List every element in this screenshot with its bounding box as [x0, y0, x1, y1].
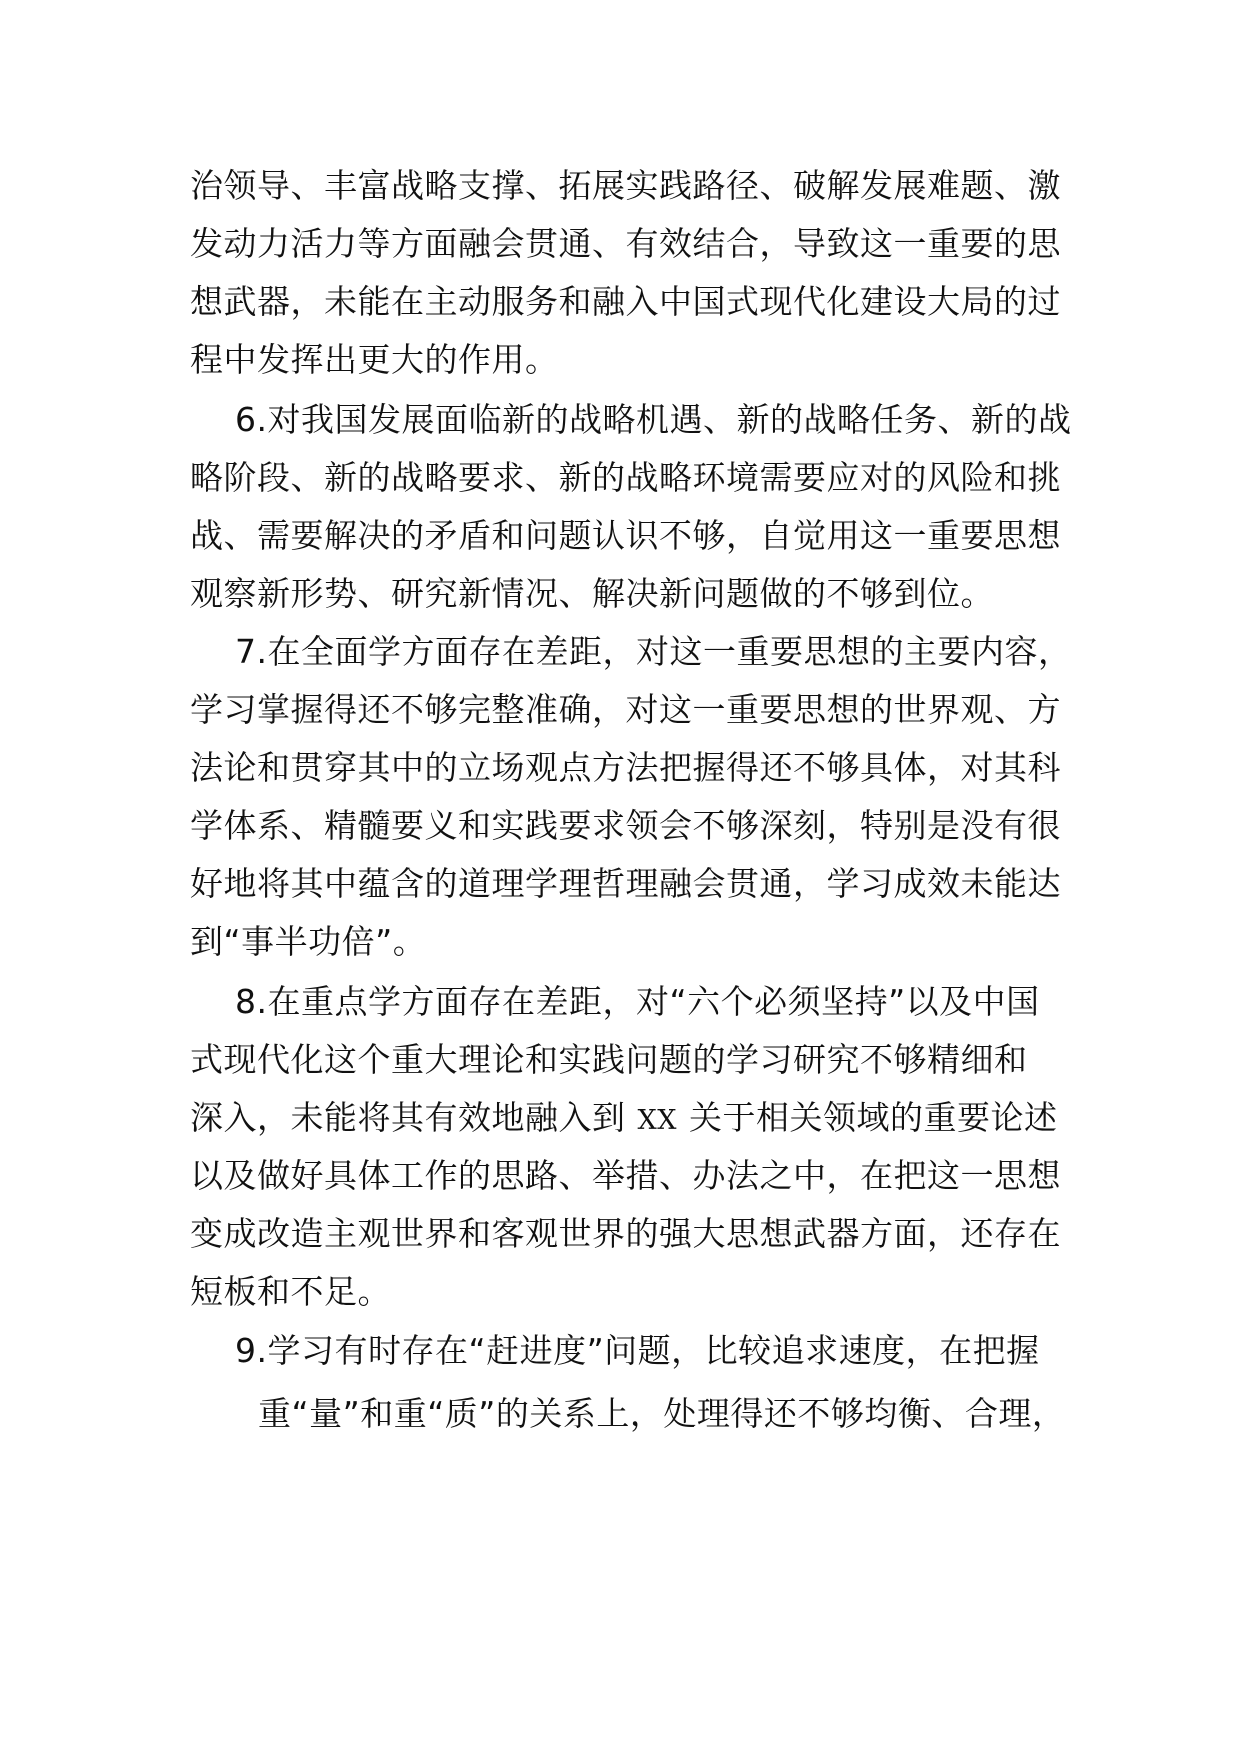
paragraph-9-first-line: 9.学习有时存在“赶进度”问题，比较追求速度，在把握 [235, 1331, 1040, 1370]
text-line: 变成改造主观世界和客观世界的强大思想武器方面，还存在 [190, 1214, 1061, 1253]
text-line: 程中发挥出更大的作用。 [190, 340, 559, 379]
text-line: 重“量”和重“质”的关系上，处理得还不够均衡、合理， [258, 1394, 1066, 1433]
paragraph-6-first-line: 6.对我国发展面临新的战略机遇、新的战略任务、新的战 [235, 400, 1072, 439]
text-line: 以及做好具体工作的思路、举措、办法之中，在把这一思想 [190, 1156, 1061, 1195]
text-line: 想武器，未能在主动服务和融入中国式现代化建设大局的过 [190, 282, 1061, 321]
text-line-with-placeholder [190, 1089, 1057, 1147]
text-line: 法论和贯穿其中的立场观点方法把握得还不够具体，对其科 [190, 748, 1061, 787]
text-line: 治领导、丰富战略支撑、拓展实践路径、破解发展难题、激 [190, 166, 1061, 205]
text-line: 学习掌握得还不够完整准确，对这一重要思想的世界观、方 [190, 690, 1061, 729]
text-line: 略阶段、新的战略要求、新的战略环境需要应对的风险和挑 [190, 458, 1061, 497]
text-segment: 深入，未能将其有效地融入到 [190, 1098, 626, 1137]
placeholder-xx: XX [637, 1105, 677, 1136]
text-line: 到“事半功倍”。 [190, 922, 427, 961]
text-line: 战、需要解决的矛盾和问题认识不够，自觉用这一重要思想 [190, 516, 1061, 555]
text-line: 式现代化这个重大理论和实践问题的学习研究不够精细和 [190, 1040, 1028, 1079]
text-line: 发动力活力等方面融会贯通、有效结合，导致这一重要的思 [190, 224, 1061, 263]
text-line: 好地将其中蕴含的道理学理哲理融会贯通，学习成效未能达 [190, 864, 1061, 903]
text-line: 学体系、精髓要义和实践要求领会不够深刻，特别是没有很 [190, 806, 1061, 845]
text-line: 短板和不足。 [190, 1272, 391, 1311]
text-line: 观察新形势、研究新情况、解决新问题做的不够到位。 [190, 574, 994, 613]
paragraph-7-first-line: 7.在全面学方面存在差距，对这一重要思想的主要内容， [235, 632, 1072, 671]
text-segment: 关于相关领域的重要论述 [688, 1098, 1058, 1137]
paragraph-8-first-line: 8.在重点学方面存在差距，对“六个必须坚持”以及中国 [235, 982, 1040, 1021]
